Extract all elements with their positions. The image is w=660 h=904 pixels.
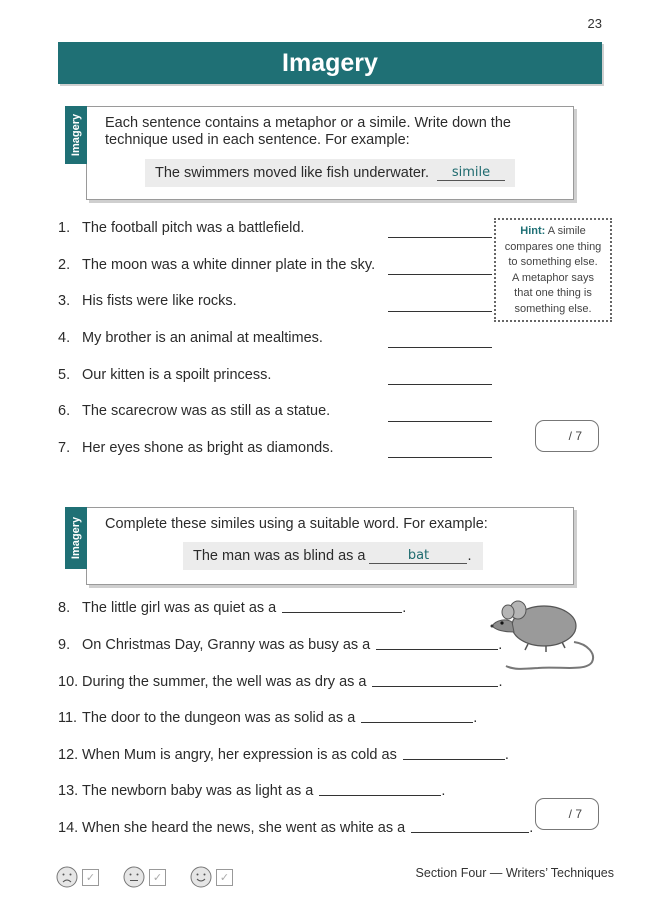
answer-line-2[interactable] — [388, 273, 492, 275]
answer-line-14[interactable] — [411, 831, 529, 833]
question-11: 11. The door to the dungeon was as solid as a . — [58, 710, 478, 726]
score-box-2[interactable]: / 7 — [535, 798, 599, 830]
mouse-illustration — [488, 596, 600, 676]
example-answer-2: bat — [369, 548, 467, 564]
question-13: 13. The newborn baby was as light as a . — [58, 783, 446, 799]
answer-line-5[interactable] — [388, 383, 492, 385]
instruction-box-1 — [70, 106, 574, 200]
happy-face-icon[interactable] — [190, 866, 212, 888]
answer-line-9[interactable] — [376, 648, 498, 650]
question-7: 7. Her eyes shone as bright as diamonds. — [58, 440, 334, 456]
question-8: 8. The little girl was as quiet as a . — [58, 600, 407, 616]
example-answer-1: simile — [437, 165, 505, 181]
footer-section-title: Section Four — Writers’ Techniques — [415, 866, 614, 880]
answer-line-1[interactable] — [388, 236, 492, 238]
question-14: 14. When she heard the news, she went as white as a . — [58, 820, 534, 836]
answer-line-8[interactable] — [282, 611, 402, 613]
question-12: 12. When Mum is angry, her expression is as cold as . — [58, 747, 509, 763]
page-title: Imagery — [58, 42, 602, 84]
hint-box: Hint: A simile compares one thing to something else. A metaphor says that one thing is something else. — [494, 218, 612, 322]
answer-line-3[interactable] — [388, 310, 492, 312]
section-tag: Imagery — [65, 507, 87, 569]
question-9: 9. On Christmas Day, Granny was as busy as a . — [58, 637, 503, 653]
sad-face-icon[interactable] — [56, 866, 78, 888]
page-number: 23 — [587, 16, 602, 31]
answer-line-4[interactable] — [388, 346, 492, 348]
instruction-text-2: Complete these similes using a suitable word. For example: — [105, 516, 488, 532]
neutral-face-icon[interactable] — [123, 866, 145, 888]
self-assessment — [56, 866, 233, 888]
question-5: 5. Our kitten is a spoilt princess. — [58, 367, 272, 383]
section-tag: Imagery — [65, 106, 87, 164]
answer-line-10[interactable] — [372, 685, 498, 687]
question-3: 3. His fists were like rocks. — [58, 293, 237, 309]
check-box-icon[interactable]: ✓ — [82, 869, 99, 886]
instruction-text-1: Each sentence contains a metaphor or a simile. Write down the technique used in each sentence. For example: — [105, 115, 511, 148]
question-4: 4. My brother is an animal at mealtimes. — [58, 330, 323, 346]
answer-line-6[interactable] — [388, 420, 492, 422]
example-2: The man was as blind as a bat . — [183, 542, 483, 570]
score-box-1[interactable]: / 7 — [535, 420, 599, 452]
check-box-icon[interactable]: ✓ — [149, 869, 166, 886]
example-sentence-1: The swimmers moved like fish underwater. — [155, 165, 429, 181]
instruction-box-2 — [70, 507, 574, 585]
check-box-icon[interactable]: ✓ — [216, 869, 233, 886]
answer-line-12[interactable] — [403, 758, 505, 760]
question-6: 6. The scarecrow was as still as a statue. — [58, 403, 331, 419]
example-sentence-2: The man was as blind as a — [193, 548, 366, 564]
example-1 — [145, 159, 515, 187]
question-1: 1. The football pitch was a battlefield. — [58, 220, 305, 236]
question-2: 2. The moon was a white dinner plate in the sky. — [58, 257, 376, 273]
answer-line-11[interactable] — [361, 721, 473, 723]
answer-line-7[interactable] — [388, 456, 492, 458]
question-10: 10. During the summer, the well was as dry as a . — [58, 674, 503, 690]
answer-line-13[interactable] — [319, 794, 441, 796]
